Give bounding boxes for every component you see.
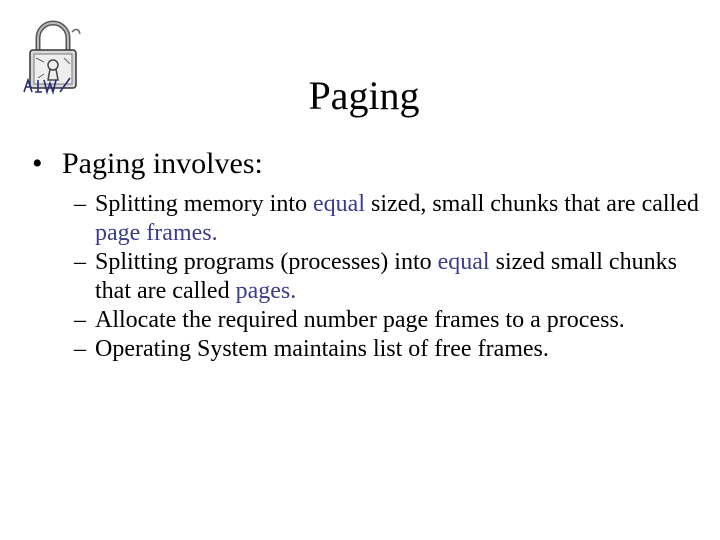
highlighted-term: equal (313, 191, 365, 217)
main-bullet (32, 146, 263, 182)
sub-bullet-text: Splitting memory into (95, 191, 314, 217)
slide-title (0, 72, 720, 120)
dash-marker: – (74, 336, 86, 362)
bullet-marker: • (32, 147, 43, 180)
dash-marker: – (74, 249, 86, 275)
sub-bullet-item (74, 335, 704, 364)
sub-bullet-text: sized, small chunks that are called (365, 191, 699, 217)
sub-bullet-list (74, 190, 704, 364)
highlighted-term: page frames. (95, 220, 218, 246)
dash-marker: – (74, 307, 86, 333)
sub-bullet-item (74, 190, 704, 248)
main-bullet-text: Paging involves: (62, 147, 263, 180)
sub-bullet-text: Allocate the required number page frames to a process. (95, 307, 625, 333)
highlighted-term: equal (437, 249, 490, 275)
sub-bullet-text: Splitting programs (processes) into (95, 249, 438, 275)
dash-marker: – (74, 191, 86, 217)
slide-title-text: Paging (308, 73, 420, 118)
sub-bullet-item (74, 306, 704, 335)
highlighted-term: pages. (235, 278, 297, 304)
sub-bullet-item (74, 248, 704, 306)
sub-bullet-text: sized small chunks that are called (95, 249, 677, 304)
sub-bullet-text: Operating System maintains list of free frames. (95, 336, 549, 362)
